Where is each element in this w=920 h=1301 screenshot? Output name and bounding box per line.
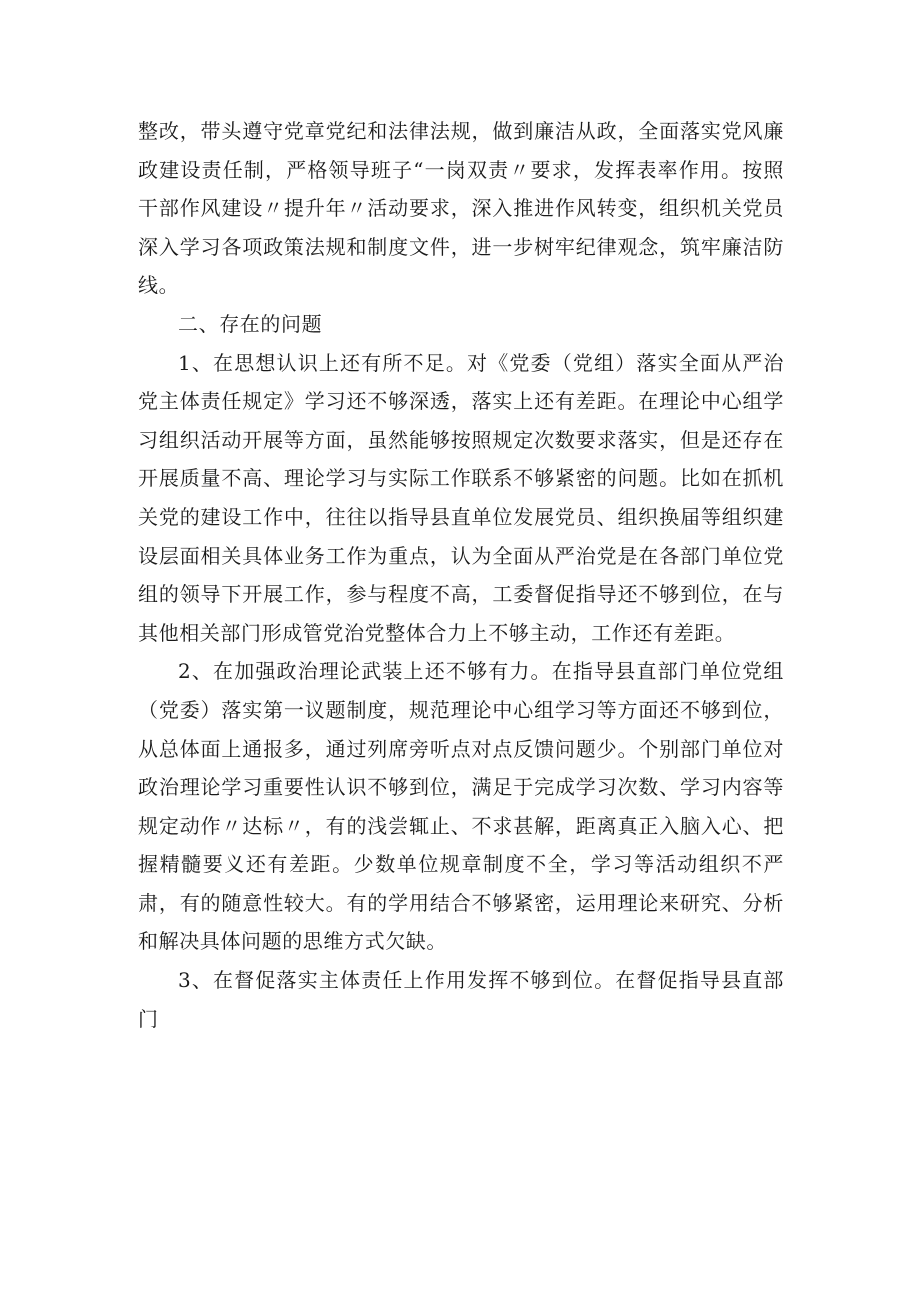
problem-point-1: 1、在思想认识上还有所不足。对《党委（党组）落实全面从严治党主体责任规定》学习还不够深透，落实上还有差距。在理论中心组学习组织活动开展等方面，虽然能够按照规定次数要求落实，但是还存在开展质量不高、理论学习与实际工作联系不够紧密的问题。比如在抓机关党的建设工作中，往往以指导县直单位发展党员、组织换届等组织建设层面相关具体业务工作为重点，认为全面从严治党是在各部门单位党组的领导下开展工作，参与程度不高，工委督促指导还不够到位，在与其他相关部门形成管党治党整体合力上不够主动，工作还有差距。 — [138, 350, 784, 645]
section-heading: 二、存在的问题 — [178, 311, 323, 336]
problem-point-3: 3、在督促落实主体责任上作用发挥不够到位。在督促指导县直部门 — [138, 968, 784, 1031]
intro-paragraph: 整改，带头遵守党章党纪和法律法规，做到廉洁从政，全面落实党风廉政建设责任制，严格领导班子“一岗双责〃要求，发挥表率作用。按照干部作风建设〃提升年〃活动要求，深入推进作风转变，组织机关党员深入学习各项政策法规和制度文件，进一步树牢纪律观念，筑牢廉洁防线。 — [138, 119, 784, 298]
document-page — [138, 112, 784, 1038]
problem-point-2: 2、在加强政治理论武装上还不够有力。在指导县直部门单位党组（党委）落实第一议题制度，规范理论中心组学习等方面还不够到位，从总体面上通报多，通过列席旁听点对点反馈问题少。个别部门单位对政治理论学习重要性认识不够到位，满足于完成学习次数、学习内容等规定动作〃达标〃，有的浅尝辄止、不求甚解，距离真正入脑入心、把握精髓要义还有差距。少数单位规章制度不全，学习等活动组织不严肃，有的随意性较大。有的学用结合不够紧密，运用理论来研究、分析和解决具体问题的思维方式欠缺。 — [138, 659, 784, 954]
